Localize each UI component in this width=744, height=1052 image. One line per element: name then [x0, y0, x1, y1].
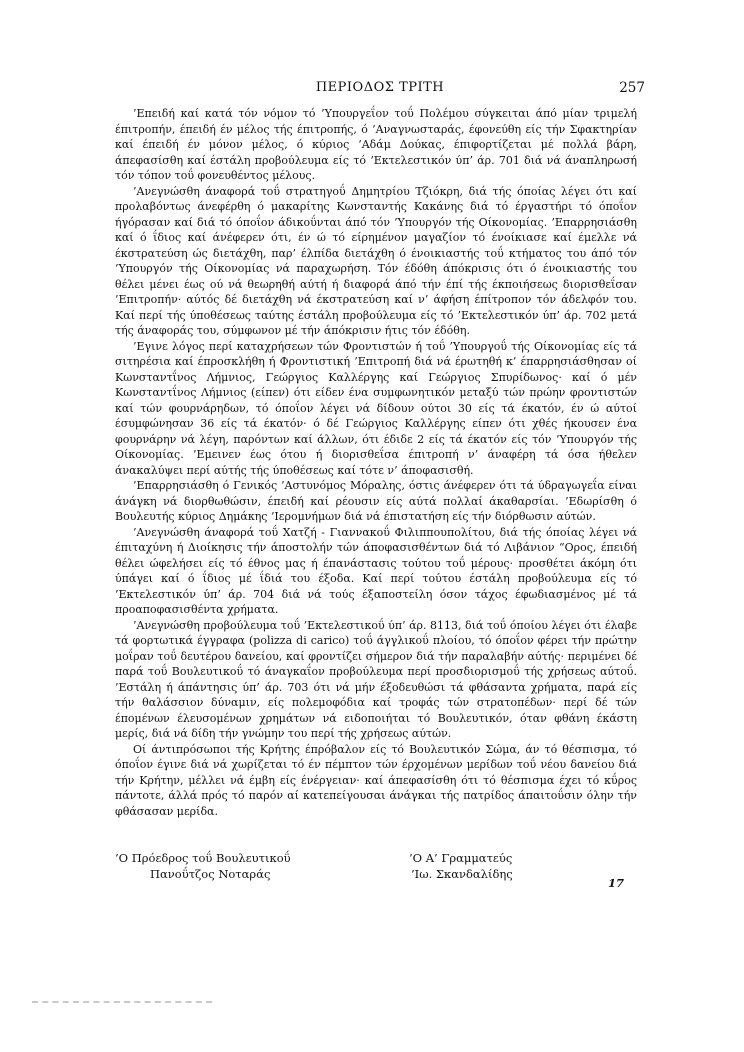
paragraph: ’Εγινε λόγος περί καταχρήσεων τών Φροντιστών ή τοΰ ’Υπουργοΰ τής Οίκονομίας είς τά σιτηρέσια καί έπροσκλήθη ή Φροντιστική ’Επιτροπή διά νά έρωτηθή κ’ έπαρρησιάσθησαν οί Κωνσταντΐνος Λήμνιος, Γεώργιος Καλλέργης καί Γεώργιος Σπυρίδωνος· καί ό μέν Κωνσταντΐνος Λήμνιος (είπεν) ότι είδεν ένα συμφωνητικόν μεταξύ τών πρώην φροντιστών καί τών φουρνάρηδων, τό όποΐον λέγει νά δίδουν ούτοι 30 είς τά έκατόν, έν ώ αύτοί έσυμφώνησαν 36 είς τά έκατόν· ό δέ Γεώργιος Καλλέργης είπεν ότι χθές ήκουσεν ένα φουρνάρην νά λέγη, παρόντων καί άλλων, ότι έδιδε 2 είς τά έκατόν είς τόν ’Υπουργόν τής Οίκονομίας. ’Εμεινεν έως ότου ή διορισθεΐσα έπιτροπή ν’ άναφέρη τά όσα ήθελεν άνακαλύψει περί αύτής τής ύποθέσεως καί τότε ν’ άποφασισθή. — [115, 339, 637, 477]
paragraph: ’Επαρρησιάσθη ό Γενικός ’Αστυνόμος Μόραλης, όστις άνέφερεν ότι τά ύδραγωγεΐα είναι άνάγκη νά διορθωθώσιν, έπειδή καί ρέουσιν είς αύτά πολλαί άκαθαρσίαι. ’Εδωρίσθη ό Βουλευτής κύριος Δημάκης ’Ιερομνήμων διά νά έπιστατήση είς τήν διόρθωσιν αύτών. — [115, 479, 637, 523]
secretary-title: ’Ο Α’ Γραμματεύς — [409, 851, 513, 865]
running-header — [115, 80, 645, 102]
body-text — [115, 106, 637, 819]
paragraph: ’Ανεγνώσθη προβούλευμα τοΰ ’Εκτελεστικοΰ ύπ’ άρ. 8113, διά τοΰ όποίου λέγει ότι έλαβε τά φορτωτικά έγγραφα (polizza di carico) τοΰ άγγλικοΰ πλοίου, τό όποΐον φέρει τήν πρώτην μοΐραν τοΰ δευτέρου δανείου, καί φροντίζει σήμερον διά τήν παραλαβήν αύτής· περιμένει δέ παρά τοΰ Βουλευτικοΰ τό άναγκαΐον προβούλευμα περί προσδιορισμοΰ τής χρήσεως αύτοΰ. ’Εστάλη ή άπάντησις ύπ’ άρ. 703 ότι νά μήν έξοδευθώσι τά φθάσαντα χρήματα, παρά είς τήν θαλάσσιον δύναμιν, είς πολεμοφόδια καί τροφάς τών στρατοπέδων· περί δέ τών έπομένων έλευσομένων χρημάτων νά ειδοποιήται τό Βουλευτικόν, όταν φθάνη έκάστη μερίς, διά νά δίδη τήν γνώμην του περί τής χρήσεως αύτών. — [115, 618, 637, 740]
scan-edge-divider — [32, 1001, 212, 1003]
paragraph: ’Επειδή καί κατά τόν νόμον τό ’Υπουργεΐον τοΰ Πολέμου σύγκειται άπό μίαν τριμελή έπιτροπήν, έπειδή έν μέλος τής έπιτροπής, ό ’Αναγνωσταράς, έφονεύθη είς τήν Σφακτηρίαν καί έπειδή έν μόνον μέλος, ό κύριος ’Αδάμ Δούκας, έπιφορτίζεται μέ πολλά βάρη, άπεφασίσθη καί έστάλη προβούλευμα είς τό ’Εκτελεστικόν ύπ’ άρ. 701 διά νά άναπληρωσή τόν τόπον τοΰ φονευθέντος μέλους. — [115, 107, 637, 182]
president-name: Πανοΰτζος Νοταράς — [150, 867, 271, 881]
secretary-signature — [409, 850, 513, 882]
signature-block — [115, 850, 645, 895]
paragraph: Οί άντιπρόσωποι τής Κρήτης έπρόβαλον είς τό Βουλευτικόν Σώμα, άν τό θέσπισμα, τό όποΐον έγινε διά νά χωρίζεται τό έν πέμπτον τών έρχομένων μερίδων τοΰ νέου δανείου διά τήν Κρήτην, μέλλει νά έμβη είς ένέργειαν· καί άπεφασίσθη ότι τό θέσπισμα έχει τό κΰρος πάντοτε, άλλά πρός τό παρόν αί κατεπείγουσαι άνάγκαι τής πατρίδος άπαιτοΰσιν όλην τήν φθάσασαν μερίδα. — [115, 742, 637, 818]
president-signature — [115, 850, 291, 882]
president-title: ’Ο Πρόεδρος τοΰ Βουλευτικοΰ — [115, 851, 291, 865]
paragraph: ’Ανεγνώσθη άναφορά τοΰ Χατζή - Γιαννακοΰ Φιλιππουπολίτου, διά τής όποίας λέγει νά έπιταχύνη ή Διοίκησις τήν άποστολήν τών άποφασισθέντων διά τό Λιβάνιον “Ορος, έπειδή θέλει ώφελήσει είς τό έθνος μας ή έπανάστασις τούτου τοΰ μέρους· προσθέτει άκόμη ότι ύπάγει καί ό ΐδιος μέ ΐδιά του έξοδα. Καί περί τούτου έστάλη προβούλευμα είς τό ’Εκτελεστικόν ύπ’ άρ. 704 διά νά τούς έξαποστείλη όσον τάχος έφωδιασμένος μέ τά προαποφασισθέντα χρήματα. — [115, 525, 637, 616]
folio-mark: 17 — [608, 876, 625, 890]
paragraph: ’Ανεγνώσθη άναφορά τοΰ στρατηγοΰ Δημητρίου Τζιόκρη, διά τής όποίας λέγει ότι καί προλαβόντως άνεφέρθη ό μακαρίτης Κωνσταντής Κακάνης διά τό έργαστήρι τό όποΐον ήγόρασαν καί διά τό όποΐον άδικοΰνται άπό τόν ’Υπουργόν τής Οίκονομίας. ’Επαρρησιάσθη καί ό ΐδιος καί άνέφερεν ότι, έν ώ τό είρημένον μαγαζίον τό ένοίκιασε καί έμελλε νά έκστρατεύση ώς διετάχθη, παρ’ έλπίδα διετάχθη ό ένοικιαστής τοΰ κτήματος του άπό τόν ’Υπουργόν τής Οίκονομίας νά παραχωρήση. Τόν έδόθη άπόκρισις ότι ό ένοικιαστής του θέλει μένει έως ού νά θεωρηθή αύτή ή διαφορά άπό τήν έπί τής έκποιήσεως διορισθεΐσαν ’Επιτροπήν· αύτός δέ διετάχθη νά έκστρατεύση καί ν’ άφήση έπίτροπον τόν άδελφόν του. Καί περί τής ύποθέσεως ταύτης έστάλη προβούλευμα είς τό ’Εκτελεστικόν ύπ’ άρ. 702 μετά τής άναφοράς του, σύμφωνον μέ τήν άπόκρισιν ήτις τόν έδόθη. — [115, 184, 637, 337]
section-title: ΠΕΡΙΟΔΟΣ ΤΡΙΤΗ — [315, 80, 445, 95]
secretary-name: ’Ιω. Σκανδαλίδης — [411, 867, 513, 881]
page-number: 257 — [619, 80, 645, 96]
